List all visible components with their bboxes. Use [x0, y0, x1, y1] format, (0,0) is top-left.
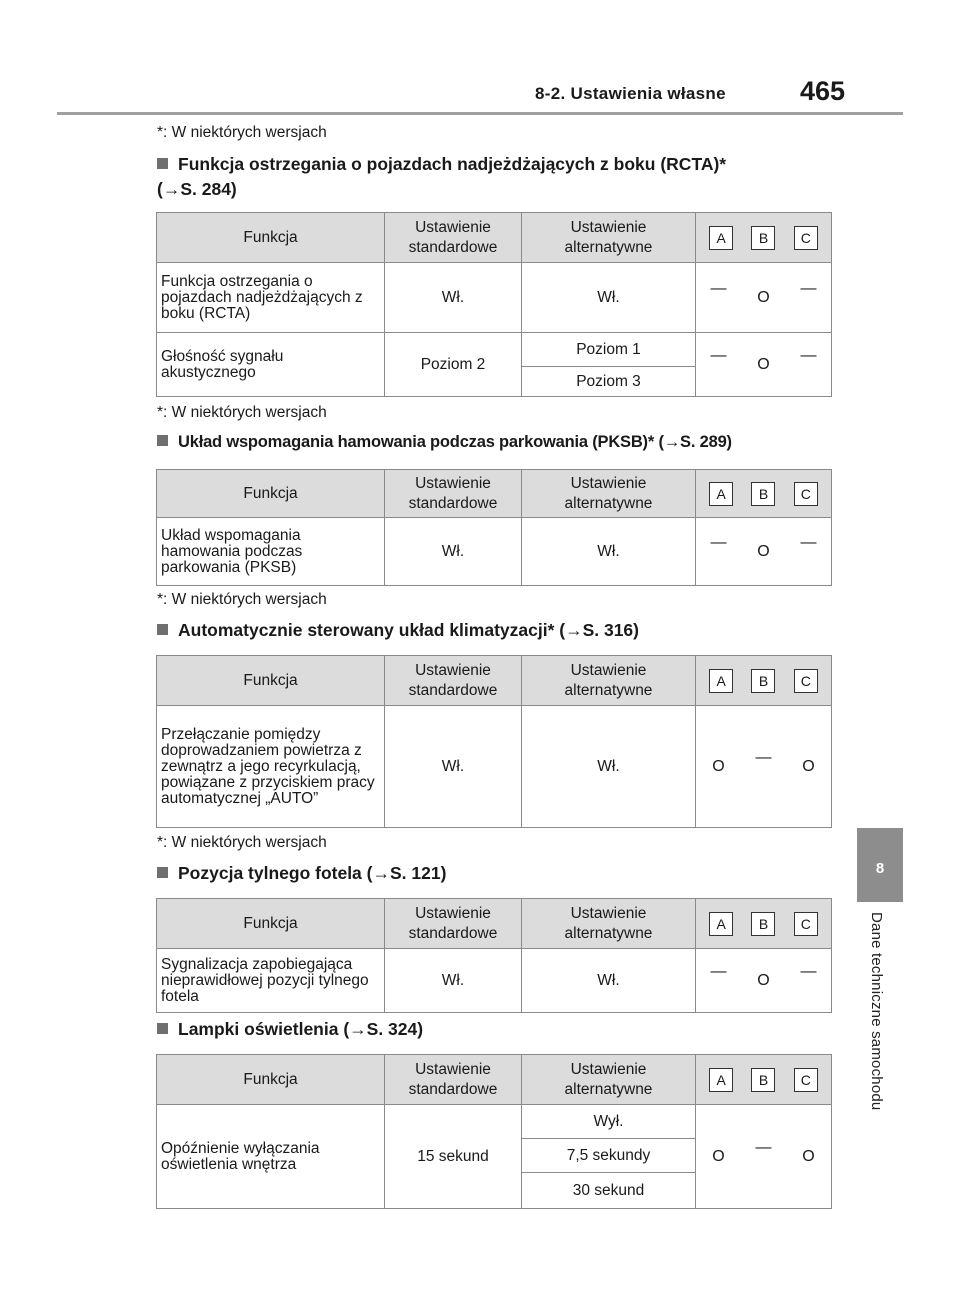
mark-c: —: [800, 279, 817, 297]
section-title: [157, 861, 446, 886]
default-cell: 15 sekund: [385, 1105, 522, 1209]
chapter-tab: [857, 828, 903, 902]
default-cell: Poziom 2: [385, 333, 522, 397]
section-title: [157, 430, 732, 455]
marks-cell: [696, 706, 832, 828]
alternative-cell: Wł.: [522, 949, 696, 1013]
alternative-cell: Wł.: [522, 706, 696, 828]
col-header-default: Ustawienie standardowe: [385, 899, 522, 949]
settings-table: [156, 655, 832, 828]
letter-b-icon: B: [751, 226, 775, 250]
footnote: *: W niektórych wersjach: [157, 404, 327, 421]
letter-b-icon: B: [751, 482, 775, 506]
letter-b-icon: B: [751, 912, 775, 936]
mark-a: —: [710, 962, 727, 980]
section-title-line1: Układ wspomagania hamowania podczas parkowania (PKSB)* (→S. 289): [178, 433, 732, 451]
settings-table: [156, 212, 832, 397]
col-header-function: Funkcja: [157, 1055, 385, 1105]
mark-c: O: [802, 757, 815, 775]
section-title-line1: Lampki oświetlenia (→S. 324): [178, 1019, 424, 1039]
letter-a-icon: A: [709, 1068, 733, 1092]
mark-c: O: [802, 1147, 815, 1165]
bullet-square-icon: [157, 1023, 168, 1034]
marks-cell: [696, 263, 832, 333]
marks-cell: [696, 1105, 832, 1209]
col-header-alternative: Ustawienie alternatywne: [522, 656, 696, 706]
section-title: [157, 152, 726, 202]
letter-b-icon: B: [751, 669, 775, 693]
bullet-square-icon: [157, 435, 168, 446]
letter-c-icon: C: [794, 482, 818, 506]
mark-c: —: [800, 962, 817, 980]
col-header-letters: [696, 656, 832, 706]
letter-c-icon: C: [794, 226, 818, 250]
function-cell: Układ wspomagania hamowania podczas parkowania (PKSB): [157, 518, 385, 586]
settings-table: [156, 1054, 832, 1209]
chapter-number: 8: [875, 860, 885, 877]
letter-c-icon: C: [794, 1068, 818, 1092]
mark-b: O: [757, 355, 770, 373]
default-cell: Wł.: [385, 706, 522, 828]
letter-a-icon: A: [709, 669, 733, 693]
default-cell: Wł.: [385, 949, 522, 1013]
mark-b: O: [757, 288, 770, 306]
mark-a: —: [710, 533, 727, 551]
function-cell: Sygnalizacja zapobiegająca nieprawidłowej pozycji tylnego fotela: [157, 949, 385, 1013]
col-header-default: Ustawienie standardowe: [385, 1055, 522, 1105]
footnote: *: W niektórych wersjach: [157, 124, 327, 141]
footnote: *: W niektórych wersjach: [157, 591, 327, 608]
col-header-letters: [696, 470, 832, 518]
alternative-cell: Wł.: [522, 518, 696, 586]
letter-a-icon: A: [709, 226, 733, 250]
col-header-alternative: Ustawienie alternatywne: [522, 899, 696, 949]
alternative-cell: Wył.: [522, 1105, 696, 1139]
col-header-alternative: Ustawienie alternatywne: [522, 213, 696, 263]
alternative-cell: Poziom 1: [522, 333, 696, 367]
section-title-line1: Funkcja ostrzegania o pojazdach nadjeżdżających z boku (RCTA)*: [178, 154, 727, 174]
col-header-alternative: Ustawienie alternatywne: [522, 1055, 696, 1105]
footnote: *: W niektórych wersjach: [157, 834, 327, 851]
mark-a: O: [712, 1147, 725, 1165]
function-cell: Funkcja ostrzegania o pojazdach nadjeżdżających z boku (RCTA): [157, 263, 385, 333]
default-cell: Wł.: [385, 263, 522, 333]
mark-b: O: [757, 542, 770, 560]
section-title-line1: Automatycznie sterowany układ klimatyzacji* (→S. 316): [178, 620, 639, 640]
col-header-letters: [696, 213, 832, 263]
section-title-line2: (→S. 284): [157, 179, 237, 199]
function-cell: Opóźnienie wyłączania oświetlenia wnętrza: [157, 1105, 385, 1209]
col-header-alternative: Ustawienie alternatywne: [522, 470, 696, 518]
default-cell: Wł.: [385, 518, 522, 586]
settings-table: [156, 898, 832, 1013]
mark-b: —: [755, 748, 772, 766]
col-header-default: Ustawienie standardowe: [385, 213, 522, 263]
alternative-cell: Wł.: [522, 263, 696, 333]
marks-cell: [696, 949, 832, 1013]
col-header-default: Ustawienie standardowe: [385, 656, 522, 706]
settings-table: [156, 469, 832, 586]
alternative-cell: 30 sekund: [522, 1173, 696, 1209]
mark-a: —: [710, 346, 727, 364]
col-header-function: Funkcja: [157, 213, 385, 263]
alternative-cell: Poziom 3: [522, 367, 696, 397]
letter-a-icon: A: [709, 912, 733, 936]
bullet-square-icon: [157, 624, 168, 635]
col-header-function: Funkcja: [157, 656, 385, 706]
section-title-line1: Pozycja tylnego fotela (→S. 121): [178, 863, 447, 883]
col-header-function: Funkcja: [157, 470, 385, 518]
section-title: [157, 618, 639, 643]
mark-c: —: [800, 346, 817, 364]
col-header-default: Ustawienie standardowe: [385, 470, 522, 518]
mark-a: O: [712, 757, 725, 775]
mark-b: —: [755, 1138, 772, 1156]
function-cell: Przełączanie pomiędzy doprowadzaniem powietrza z zewnątrz a jego recyrkulacją, powiązane z przyciskiem pracy automatycznej „AUTO”: [157, 706, 385, 828]
chapter-side-label: Dane techniczne samochodu: [868, 912, 885, 1111]
mark-b: O: [757, 971, 770, 989]
bullet-square-icon: [157, 867, 168, 878]
function-cell: Głośność sygnału akustycznego: [157, 333, 385, 397]
col-header-letters: [696, 899, 832, 949]
letter-c-icon: C: [794, 669, 818, 693]
bullet-square-icon: [157, 158, 168, 169]
alternative-cell: 7,5 sekundy: [522, 1139, 696, 1173]
header-title: 8-2. Ustawienia własne: [535, 84, 726, 103]
mark-a: —: [710, 279, 727, 297]
mark-c: —: [800, 533, 817, 551]
marks-cell: [696, 333, 832, 397]
header-rule: [57, 112, 903, 115]
marks-cell: [696, 518, 832, 586]
letter-a-icon: A: [709, 482, 733, 506]
letter-c-icon: C: [794, 912, 818, 936]
page-number: 465: [800, 76, 846, 106]
letter-b-icon: B: [751, 1068, 775, 1092]
col-header-function: Funkcja: [157, 899, 385, 949]
col-header-letters: [696, 1055, 832, 1105]
section-title: [157, 1017, 423, 1042]
